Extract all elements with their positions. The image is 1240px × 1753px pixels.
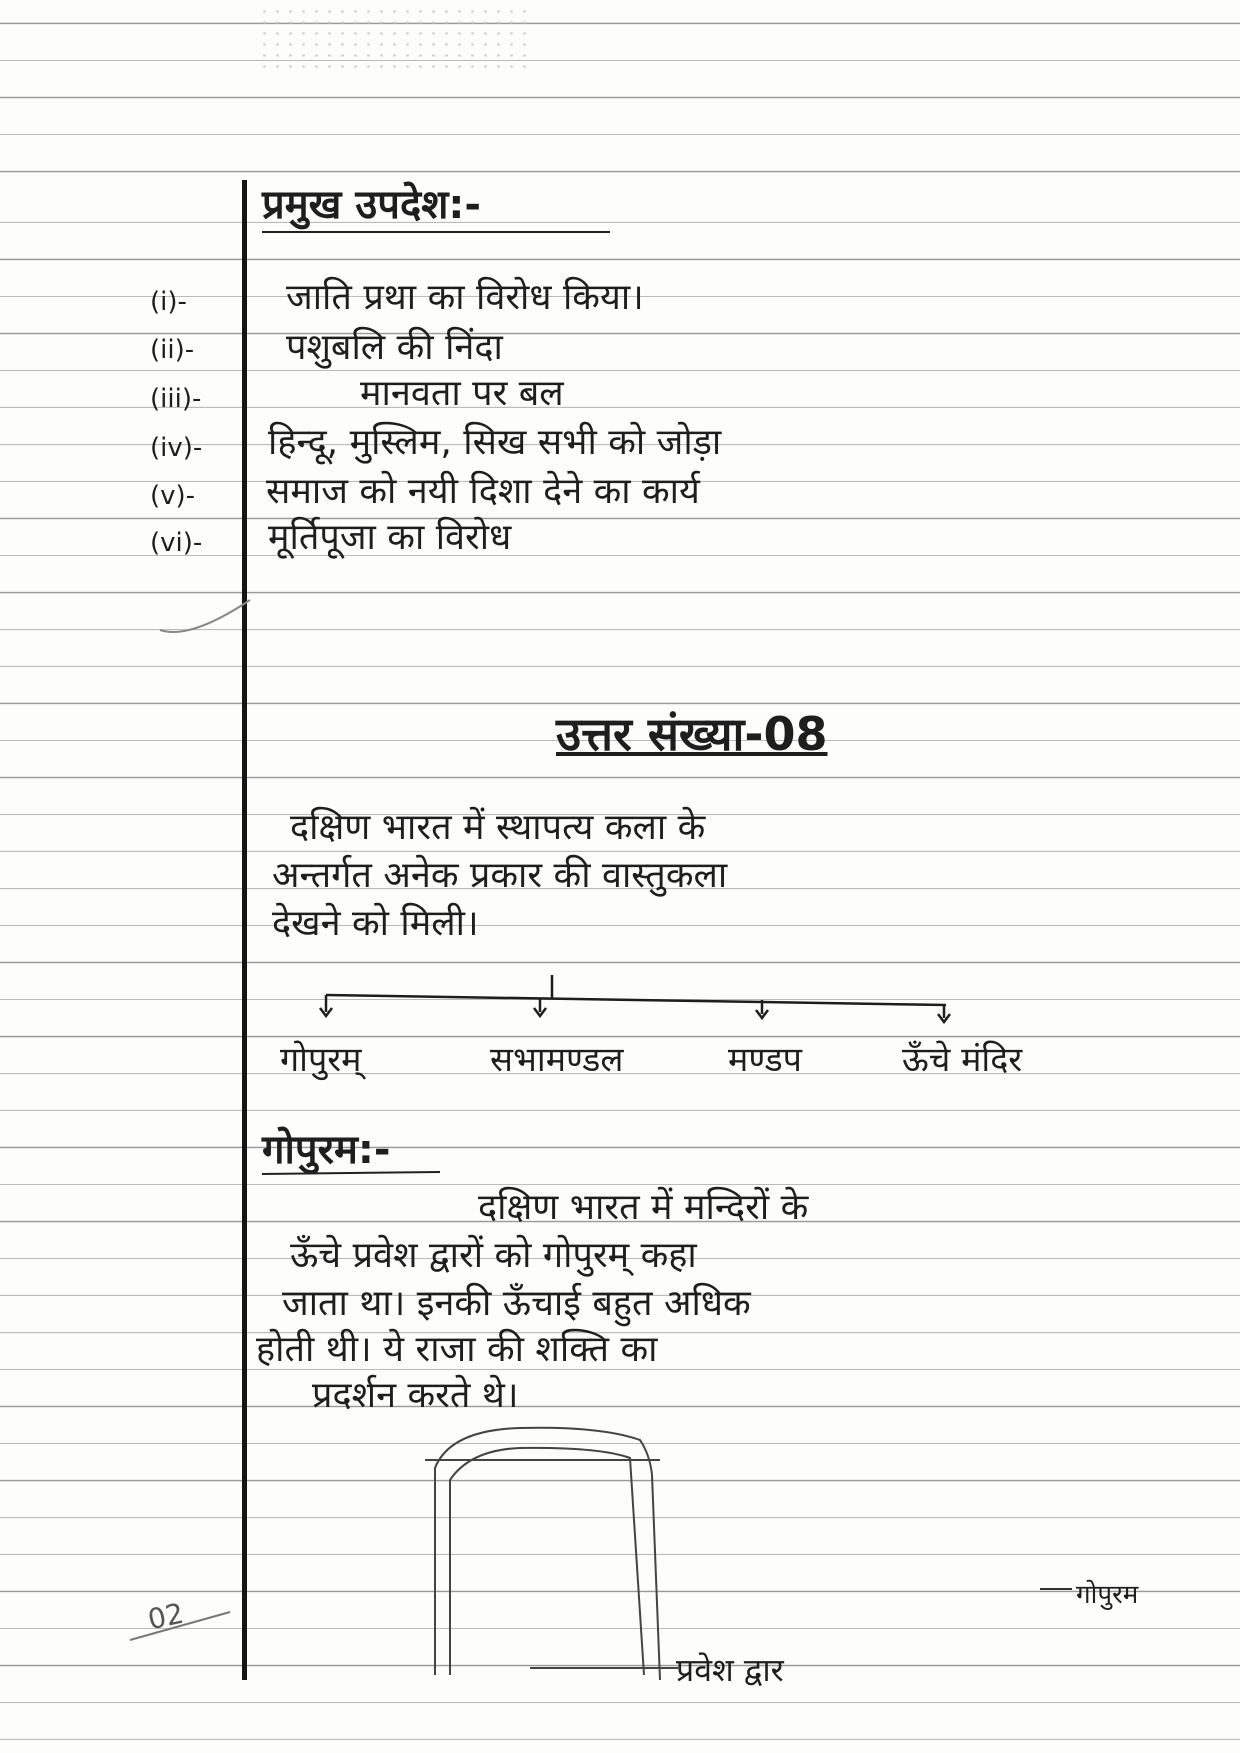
teaching-item: समाज को नयी दिशा देने का कार्य (266, 471, 700, 512)
margin-score: 02 (144, 1596, 187, 1637)
teaching-item: मानवता पर बल (360, 373, 564, 414)
sketch-label-entrance: प्रवेश द्वार (676, 1651, 784, 1689)
intro-line: अन्तर्गत अनेक प्रकार की वास्तुकला (272, 855, 728, 896)
gopuram-line: होती थी। ये राजा की शक्ति का (256, 1329, 658, 1370)
teaching-item: हिन्दू, मुस्लिम, सिख सभी को जोड़ा (268, 422, 722, 463)
item-number: (ii)- (150, 335, 195, 365)
gopuram-heading: गोपुरम:- (262, 1127, 391, 1173)
gopuram-line: प्रदर्शन करते थे। (312, 1375, 519, 1416)
tree-item: मण्डप (728, 1040, 802, 1080)
intro-line: देखने को मिली। (272, 903, 479, 944)
tree-item: ऊँचे मंदिर (902, 1040, 1023, 1080)
intro-line: दक्षिण भारत में स्थापत्य कला के (290, 807, 706, 848)
tree-diagram (320, 975, 950, 1022)
tree-item: गोपुरम् (280, 1040, 362, 1080)
heading-main: प्रमुख उपदेश:- (262, 182, 482, 228)
sketch-label-gopuram: गोपुरम (1076, 1580, 1139, 1610)
teaching-item: मूर्तिपूजा का विरोध (268, 517, 512, 558)
gopuram-sketch (425, 1428, 680, 1680)
item-number: (iii)- (150, 384, 202, 414)
teaching-item: पशुबलि की निंदा (286, 327, 503, 368)
gopuram-line: ऊँचे प्रवेश द्वारों को गोपुरम् कहा (290, 1235, 697, 1276)
gopuram-line: दक्षिण भारत में मन्दिरों के (478, 1187, 809, 1228)
item-number: (vi)- (150, 528, 203, 558)
item-number: (i)- (150, 287, 187, 317)
teaching-item: जाति प्रथा का विरोध किया। (286, 277, 644, 318)
tree-item: सभामण्डल (490, 1040, 624, 1080)
item-number: (iv)- (150, 433, 203, 463)
gopuram-line: जाता था। इनकी ऊँचाई बहुत अधिक (282, 1283, 751, 1324)
item-number: (v)- (150, 481, 196, 511)
answer-title: उत्तर संख्या-08 (556, 707, 828, 761)
